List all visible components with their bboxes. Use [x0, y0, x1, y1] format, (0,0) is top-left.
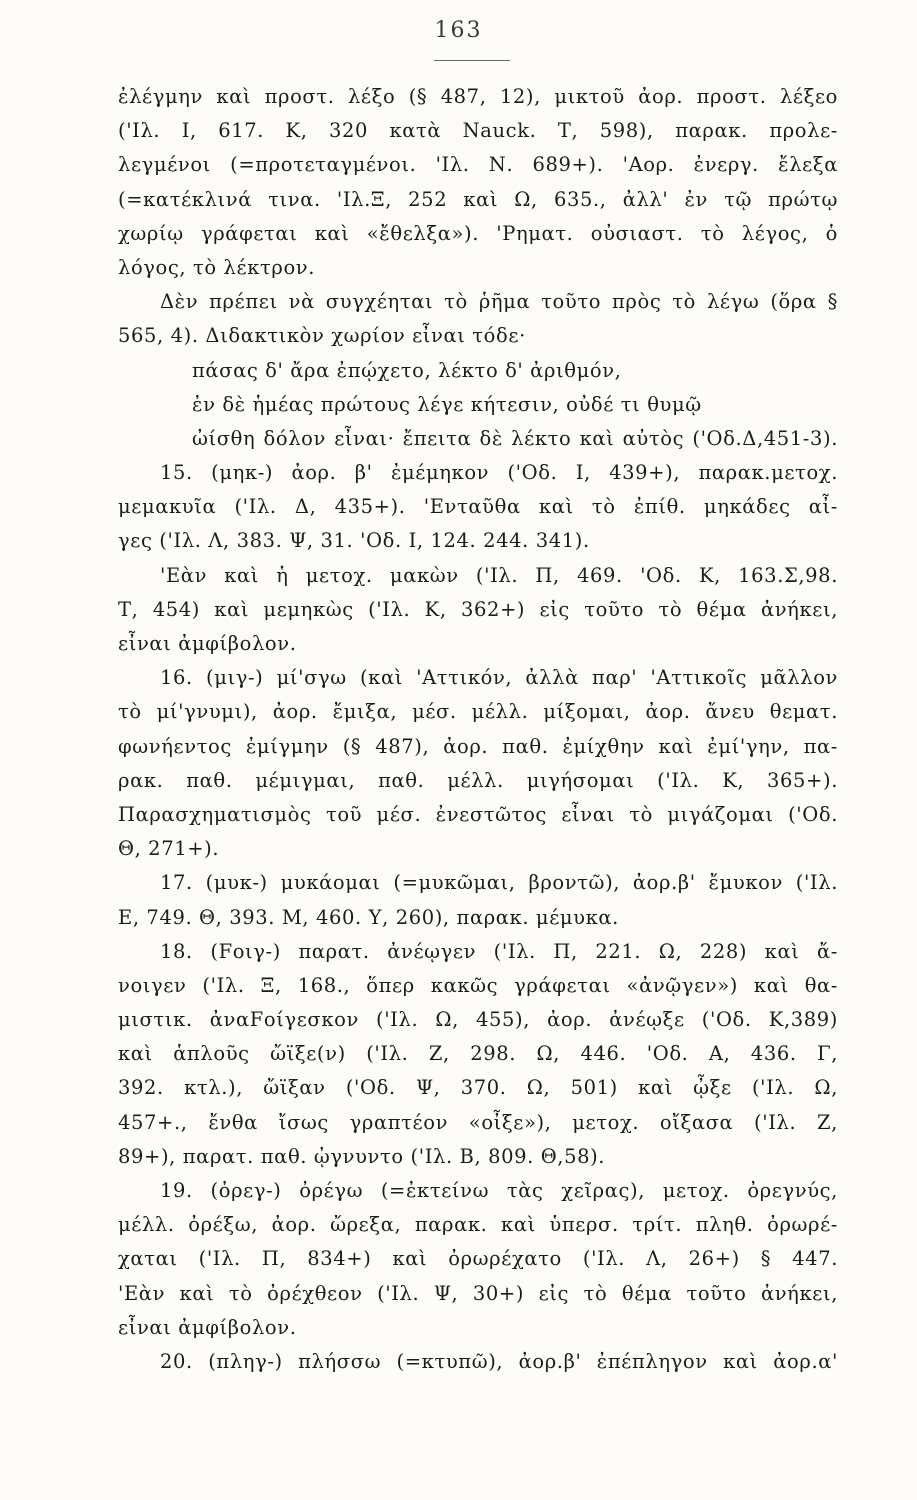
text-line: καὶ ἁπλοῦς ὤϊξε(ν) ('Ιλ. Ζ, 298. Ω, 446. 'Οδ. Α, 436. Γ,: [118, 1042, 838, 1066]
body-text: [118, 80, 838, 1379]
text-line: 19. (ὀρεγ-) ὀρέγω (=ἐκτείνω τὰς χεῖρας), μετοχ. ὀρεγνύς,: [160, 1179, 838, 1202]
text-line: γες ('Ιλ. Λ, 383. Ψ, 31. 'Οδ. Ι, 124. 244. 341).: [118, 529, 590, 553]
text-line: εἶναι ἀμφίβολον.: [118, 1315, 297, 1339]
text-line: ρακ. παθ. μέμιγμαι, παθ. μέλλ. μιγήσομαι ('Ιλ. Κ, 365+).: [118, 768, 838, 792]
text-line: Τ, 454) καὶ μεμηκὼς ('Ιλ. Κ, 362+) εἰς τοῦτο τὸ θέμα ἀνήκει,: [118, 597, 838, 621]
text-line: 392. κτλ.), ὤϊξαν ('Οδ. Ψ, 370. Ω, 501) καὶ ᾦξε ('Ιλ. Ω,: [118, 1076, 838, 1100]
text-line: 565, 4). Διδακτικὸν χωρίον εἶναι τόδε·: [118, 324, 526, 348]
text-line: (=κατέκλινά τινα. 'Ιλ.Ξ, 252 καὶ Ω, 635., ἀλλ' ἐν τῷ πρώτῳ: [118, 187, 838, 211]
verse-line: ἐν δὲ ἡμέας πρώτους λέγε κήτεσιν, οὐδέ τι θυμῷ: [192, 392, 702, 416]
text-line: χαται ('Ιλ. Π, 834+) καὶ ὀρωρέχατο ('Ιλ. Λ, 26+) § 447.: [118, 1247, 838, 1271]
text-line: 17. (μυκ-) μυκάομαι (=μυκῶμαι, βροντῶ), ἀορ.β' ἔμυκον ('Ιλ.: [160, 871, 838, 895]
text-line: μεμακυῖα ('Ιλ. Δ, 435+). 'Ενταῦθα καὶ τὸ ἐπίθ. μηκάδες αἶ-: [118, 495, 838, 519]
text-line: μέλλ. ὀρέξω, ἀορ. ὤρεξα, παρακ. καὶ ὑπερσ. τρίτ. πληθ. ὀρωρέ-: [118, 1213, 838, 1237]
text-line: ἐλέγμην καὶ προστ. λέξο (§ 487, 12), μικτοῦ ἀορ. προστ. λέξεο: [118, 85, 838, 108]
text-line: λόγος, τὸ λέκτρον.: [118, 255, 316, 279]
text-line: 15. (μηκ-) ἀορ. β' ἐμέμηκον ('Οδ. Ι, 439+), παρακ.μετοχ.: [160, 461, 838, 485]
text-line: μιστικ. ἀναFοίγεσκον ('Ιλ. Ω, 455), ἀορ. ἀνέῳξε ('Οδ. Κ,389): [118, 1008, 838, 1032]
text-line: εἶναι ἀμφίβολον.: [118, 632, 297, 655]
text-line: λεγμένοι (=προτεταγμένοι. 'Ιλ. Ν. 689+). 'Αορ. ἐνεργ. ἔλεξα: [118, 153, 838, 177]
text-line: χωρίῳ γράφεται καὶ «ἔθελξα»). 'Ρηματ. οὐσιαστ. τὸ λέγος, ὁ: [118, 221, 838, 245]
text-line: ('Ιλ. Ι, 617. Κ, 320 κατὰ Nauck. Τ, 598), παρακ. προλε-: [118, 119, 838, 143]
text-line: 89+), παρατ. παθ. ᾠγνυντο ('Ιλ. Β, 809. Θ,58).: [118, 1144, 606, 1168]
text-line: Ε, 749. Θ, 393. Μ, 460. Υ, 260), παρακ. μέμυκα.: [118, 905, 619, 929]
verse-line: πάσας δ' ἄρα ἐπῴχετο, λέκτο δ' ἀριθμόν,: [192, 358, 622, 382]
text-line: τὸ μί'γνυμι), ἀορ. ἔμιξα, μέσ. μέλλ. μίξομαι, ἀορ. ἄνευ θεματ.: [118, 700, 838, 724]
text-line: Δὲν πρέπει νὰ συγχέηται τὸ ῥῆμα τοῦτο πρὸς τὸ λέγω (ὅρα §: [160, 290, 838, 314]
text-line: νοιγεν ('Ιλ. Ξ, 168., ὅπερ κακῶς γράφεται «ἀνῷγεν») καὶ θα-: [118, 973, 838, 997]
text-line: φωνήεντος ἐμίγμην (§ 487), ἀορ. παθ. ἐμίχθην καὶ ἐμί'γην, πα-: [118, 734, 838, 758]
text-line: 'Εὰν καὶ ἡ μετοχ. μακὼν ('Ιλ. Π, 469. 'Οδ. Κ, 163.Σ,98.: [160, 563, 838, 587]
verse-line: ὠίσθη δόλον εἶναι· ἔπειτα δὲ λέκτο καὶ αὐτὸς ('Οδ.Δ,451-3).: [192, 426, 838, 450]
text-line: Θ, 271+).: [118, 837, 220, 861]
page-number: 163: [434, 18, 483, 43]
header-rule: [434, 60, 510, 61]
text-line: 20. (πληγ-) πλήσσω (=κτυπῶ), ἀορ.β' ἐπέπληγον καὶ ἀορ.α': [160, 1349, 838, 1373]
text-line: 16. (μιγ-) μί'σγω (καὶ 'Αττικόν, ἀλλὰ παρ' 'Αττικοῖς μᾶλλον: [160, 666, 838, 690]
text-line: 457+., ἔνθα ἴσως γραπτέον «οἶξε»), μετοχ. οἴξασα ('Ιλ. Ζ,: [118, 1110, 838, 1134]
text-line: Παρασχηματισμὸς τοῦ μέσ. ἐνεστῶτος εἶναι τὸ μιγάζομαι ('Οδ.: [118, 802, 838, 826]
text-line: 'Εὰν καὶ τὸ ὀρέχθεον ('Ιλ. Ψ, 30+) εἰς τὸ θέμα τοῦτο ἀνήκει,: [118, 1281, 838, 1305]
text-line: 18. (Fοιγ-) παρατ. ἀνέῳγεν ('Ιλ. Π, 221. Ω, 228) καὶ ἄ-: [160, 939, 838, 963]
